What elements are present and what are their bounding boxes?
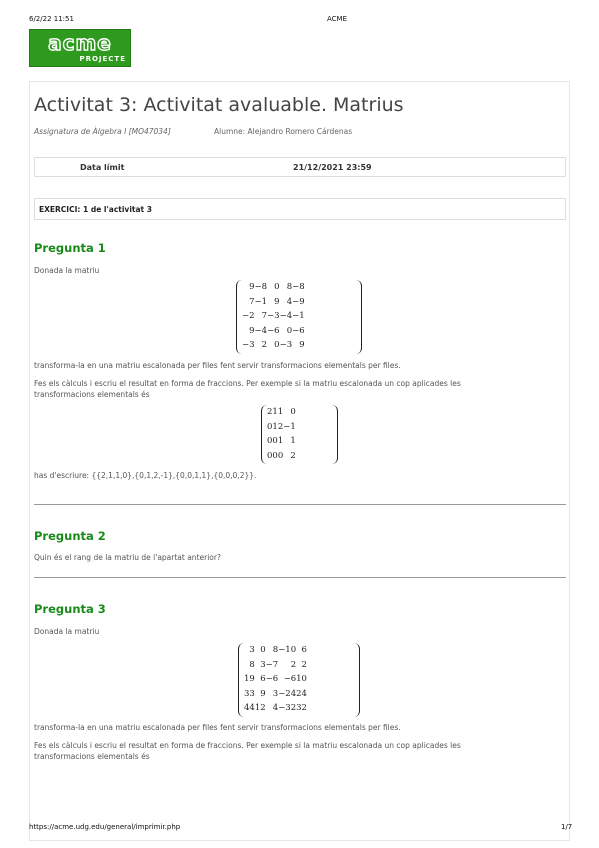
question-1-heading: Pregunta 1 [34, 241, 106, 255]
matrix-cell: 0 [272, 436, 278, 446]
matrix-cell: −6 [292, 325, 305, 336]
matrix-cell: 9 [260, 688, 266, 699]
print-page-number: 1/7 [561, 823, 573, 831]
question-1-text-2a: Fes els càlculs i escriu el resultat en forma de fraccions. Per exemple si la matriu escalonada un cop aplicades les [34, 379, 461, 388]
print-url: https://acme.udg.edu/general/imprimir.php [29, 823, 181, 831]
question-1-text-3: has d'escriure: {{2,1,1,0},{0,1,2,-1},{0,0,1,1},{0,0,0,2}}. [34, 471, 257, 480]
matrix-cell: 44 [244, 703, 255, 713]
matrix-cell: 6 [301, 645, 307, 655]
question-1-matrix [236, 280, 362, 354]
matrix-cell: 10 [296, 674, 307, 684]
matrix-cell: −3 [279, 340, 293, 350]
logo-subtitle: PROJECTE [79, 55, 126, 63]
matrix-cell: −3 [242, 340, 255, 350]
divider [34, 504, 566, 505]
matrix-cell: 2 [290, 659, 297, 670]
matrix-cell: 7 [249, 296, 255, 307]
question-2-text: Quin és el rang de la matriu de l'apartat anterior? [34, 553, 221, 562]
question-3-intro: Donada la matriu [34, 627, 100, 636]
question-1-intro: Donada la matriu [34, 266, 100, 275]
matrix-cell: 8 [272, 645, 279, 655]
deadline-label: Data límit [80, 163, 125, 172]
question-3-heading: Pregunta 3 [34, 602, 106, 616]
matrix-cell: 2 [267, 407, 273, 417]
exercise-box [34, 198, 566, 220]
matrix-cell: −8 [292, 282, 305, 292]
matrix-cell: 0 [267, 450, 273, 461]
matrix-cell: 2 [277, 421, 284, 432]
question-3-text-2b: transformacions elementals és [34, 752, 150, 761]
matrix-cell: −24 [278, 688, 297, 699]
matrix-cell: 1 [272, 421, 278, 432]
matrix-cell: 0 [290, 407, 296, 417]
matrix-cell: −4 [254, 325, 268, 336]
matrix-cell: 0 [277, 450, 284, 461]
matrix-cell: 6 [260, 674, 266, 684]
matrix-cell: 4 [272, 703, 279, 713]
matrix-table [244, 643, 307, 716]
matrix-cell: 9 [249, 282, 255, 292]
question-3-matrix [238, 643, 360, 717]
matrix-cell: 9 [249, 325, 255, 336]
matrix-cell: 3 [260, 659, 266, 670]
matrix-table [267, 405, 296, 463]
matrix-cell: −1 [254, 296, 268, 307]
question-3-text-1: transforma-la en una matriu escalonada per files fent servir transformacions elementals per files. [34, 723, 401, 732]
deadline-row [34, 157, 566, 177]
matrix-cell: 24 [296, 688, 307, 699]
print-datetime: 6/2/22 11:51 [29, 15, 74, 23]
matrix-row [244, 687, 307, 702]
matrix-cell: −6 [265, 674, 279, 684]
matrix-cell: −8 [254, 282, 268, 292]
matrix-cell: 3 [272, 688, 279, 699]
matrix-cell: 0 [274, 282, 280, 292]
matrix-cell: −1 [292, 311, 305, 321]
matrix-cell: 9 [299, 340, 305, 350]
matrix-cell: 19 [244, 674, 255, 684]
example-matrix [261, 405, 338, 464]
matrix-cell: −2 [242, 311, 255, 321]
matrix-cell: 8 [249, 659, 255, 670]
matrix-cell: 9 [274, 296, 280, 307]
matrix-cell: 1 [277, 436, 284, 446]
deadline-value: 21/12/2021 23:59 [293, 163, 372, 172]
divider [34, 577, 566, 578]
matrix-cell: 0 [274, 340, 280, 350]
matrix-cell: 2 [290, 450, 296, 461]
matrix-cell: 1 [290, 436, 296, 446]
matrix-row [242, 309, 305, 324]
matrix-cell: 0 [260, 645, 266, 655]
matrix-cell: 8 [286, 282, 293, 292]
print-site: ACME [327, 15, 348, 23]
matrix-table [242, 280, 305, 353]
acme-logo[interactable] [29, 29, 131, 67]
question-2-heading: Pregunta 2 [34, 529, 106, 543]
matrix-cell: −9 [292, 296, 305, 307]
matrix-cell: 0 [267, 421, 273, 432]
exercise-label: EXERCICI: 1 de l'activitat 3 [39, 205, 152, 214]
matrix-row [242, 295, 305, 310]
matrix-cell: 12 [254, 703, 266, 713]
matrix-cell: −3 [267, 311, 280, 321]
matrix-cell: −32 [278, 703, 297, 713]
matrix-cell: 3 [249, 645, 255, 655]
page-title: Activitat 3: Activitat avaluable. Matrius [34, 94, 404, 116]
matrix-row [242, 324, 305, 339]
matrix-cell: −6 [267, 325, 280, 336]
matrix-row [244, 701, 307, 716]
matrix-cell: 0 [286, 325, 293, 336]
matrix-cell: 1 [277, 407, 284, 417]
matrix-row [242, 280, 305, 295]
matrix-cell: −7 [265, 659, 279, 670]
matrix-row [242, 338, 305, 353]
matrix-row [267, 434, 296, 449]
matrix-cell: 2 [301, 659, 307, 670]
matrix-cell: −1 [283, 421, 296, 432]
matrix-row [267, 449, 296, 464]
matrix-row [267, 405, 296, 420]
matrix-cell: 0 [267, 436, 273, 446]
matrix-cell: 33 [244, 688, 255, 699]
course-name: Assignatura de Àlgebra I [MO47034] [34, 127, 171, 136]
matrix-cell: 7 [261, 311, 268, 321]
question-1-text-1: transforma-la en una matriu escalonada per files fent servir transformacions elementals per files. [34, 361, 401, 370]
matrix-cell: 1 [272, 407, 278, 417]
logo-word: acme [48, 31, 112, 55]
student-name: Alumne: Alejandro Romero Cárdenas [214, 127, 353, 136]
matrix-cell: −10 [278, 645, 297, 655]
matrix-cell: 2 [261, 340, 268, 350]
matrix-row [244, 672, 307, 687]
matrix-row [244, 643, 307, 658]
matrix-cell: 0 [272, 450, 278, 461]
matrix-row [267, 420, 296, 435]
matrix-cell: 4 [286, 296, 293, 307]
matrix-row [244, 658, 307, 673]
question-1-text-2b: transformacions elementals és [34, 390, 150, 399]
matrix-cell: −4 [279, 311, 293, 321]
question-3-text-2a: Fes els càlculs i escriu el resultat en forma de fraccions. Per exemple si la matriu escalonada un cop aplicades les [34, 741, 461, 750]
matrix-cell: −6 [283, 674, 297, 684]
matrix-cell: 32 [296, 703, 307, 713]
